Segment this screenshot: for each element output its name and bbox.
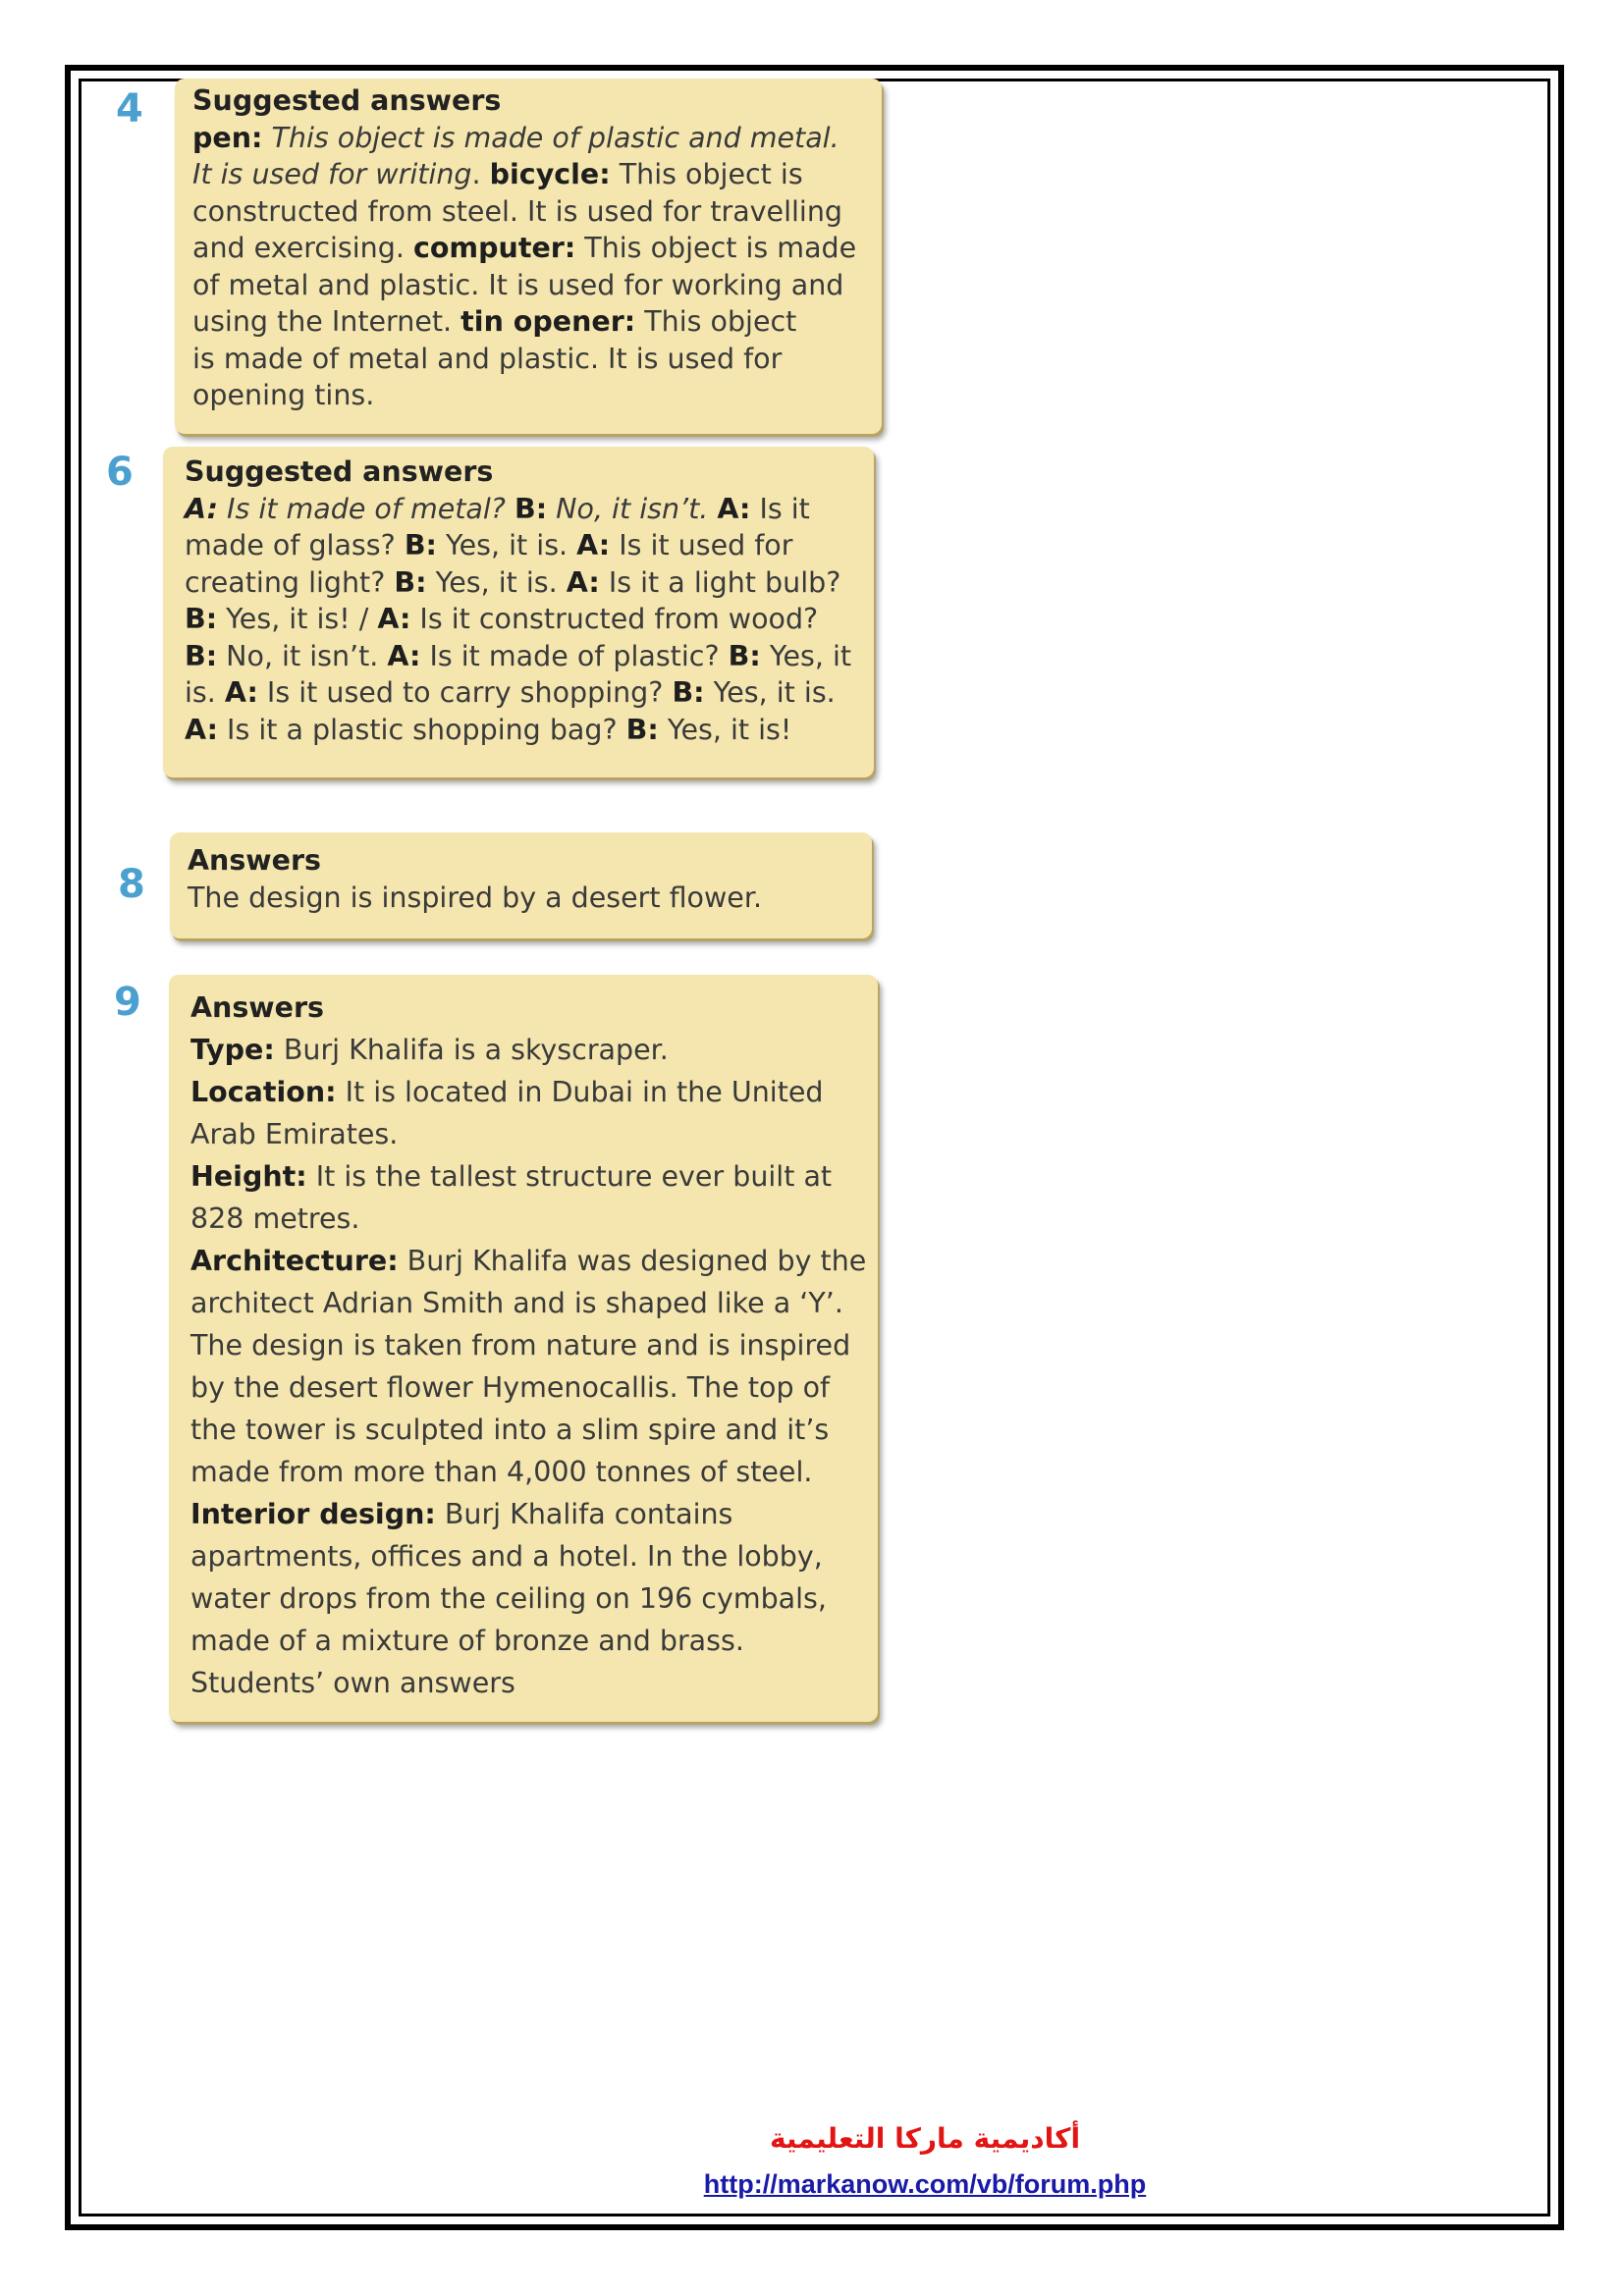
text-run: the tower is sculpted into a slim spire and it’s: [190, 1414, 830, 1446]
text-line: [185, 527, 852, 564]
text-run: Yes, it is.: [704, 676, 836, 709]
exercise-number-9: 9: [114, 980, 141, 1025]
text-run: It is the tallest structure ever built at: [306, 1160, 833, 1193]
text-line: [190, 1366, 856, 1409]
answer-text: [190, 1029, 867, 1704]
text-run: water drops from the ceiling on 196 cymbals,: [190, 1582, 827, 1615]
text-line: [190, 1409, 856, 1451]
emphasis-run: B:: [514, 492, 548, 525]
text-line: [185, 601, 852, 638]
text-run: Students’ own answers: [190, 1667, 515, 1699]
emphasis-run: A:: [717, 492, 751, 525]
emphasis-run: B:: [394, 565, 427, 599]
text-run: Burj Khalifa is a skyscraper.: [274, 1034, 669, 1066]
text-run: Is it used for: [610, 529, 793, 561]
text-line: [190, 1577, 856, 1620]
text-run: 828 metres.: [190, 1202, 360, 1235]
exercise-number-4: 4: [116, 86, 143, 132]
emphasis-run: No, it isn’t.: [547, 492, 718, 525]
answer-text: [185, 491, 852, 749]
emphasis-run: A:: [185, 492, 218, 525]
text-line: [192, 303, 864, 341]
text-run: of metal and plastic. It is used for working and: [192, 268, 844, 301]
text-run: made from more than 4,000 tonnes of steel.: [190, 1456, 813, 1488]
text-line: [190, 1240, 867, 1282]
text-run: Burj Khalifa contains: [435, 1498, 733, 1530]
text-run: apartments, offices and a hotel. In the lobby,: [190, 1540, 823, 1573]
answer-heading: Answers: [188, 844, 321, 877]
text-run: Yes, it is.: [426, 565, 567, 599]
text-line: [190, 1324, 856, 1366]
text-line: [192, 156, 864, 193]
emphasis-run: A:: [566, 565, 600, 599]
text-run: The design is inspired by a desert flower.: [188, 881, 763, 914]
text-run: This object: [635, 305, 797, 338]
footer-academy-name: أكاديمية ماركا التعليمية: [769, 2122, 1081, 2155]
text-run: architect Adrian Smith and is shaped like a ‘Y’.: [190, 1287, 843, 1319]
exercise-number-6: 6: [106, 450, 134, 495]
answer-box-9: [169, 975, 878, 1722]
text-run: Is it a light bulb?: [599, 565, 841, 599]
text-line: [190, 1620, 856, 1662]
text-run: No, it isn’t.: [217, 639, 388, 672]
answer-heading: Answers: [190, 991, 324, 1024]
emphasis-run: B:: [728, 639, 761, 672]
emphasis-run: B:: [625, 713, 659, 746]
emphasis-run: This object is made of plastic and metal.: [262, 121, 839, 154]
text-line: [190, 1029, 856, 1071]
text-run: Is it used to carry shopping?: [257, 676, 673, 709]
text-run: Is it made of plastic?: [420, 639, 729, 672]
emphasis-run: B:: [185, 603, 218, 635]
text-line: [185, 491, 852, 528]
emphasis-run: A:: [224, 676, 258, 709]
text-line: [188, 880, 854, 917]
text-line: [190, 1071, 856, 1113]
footer-forum-link[interactable]: http://markanow.com/vb/forum.php: [703, 2169, 1147, 2199]
exercise-number-8: 8: [118, 862, 145, 907]
text-line: [185, 638, 852, 675]
text-line: [192, 193, 864, 231]
text-line: [192, 230, 864, 267]
emphasis-run: computer:: [412, 232, 576, 264]
emphasis-run: A:: [576, 529, 611, 561]
text-line: [190, 1155, 856, 1198]
text-run: made of a mixture of bronze and brass.: [190, 1625, 744, 1657]
text-run: made of glass?: [185, 529, 405, 561]
text-run: creating light?: [185, 565, 395, 599]
answer-box-6: [163, 447, 874, 777]
emphasis-run: A:: [387, 639, 421, 672]
text-run: It is located in Dubai in the United: [336, 1076, 824, 1108]
text-line: [190, 1493, 856, 1535]
text-line: [190, 1198, 856, 1240]
emphasis-run: Location:: [190, 1076, 337, 1108]
emphasis-run: bicycle:: [489, 158, 611, 190]
text-run: Is it a plastic shopping bag?: [217, 713, 626, 746]
text-run: Is it constructed from wood?: [410, 603, 819, 635]
emphasis-run: A:: [185, 713, 218, 746]
text-line: [190, 1535, 856, 1577]
answer-box-8: [170, 832, 872, 938]
answer-text: [188, 880, 854, 917]
text-line: [185, 712, 852, 749]
emphasis-run: Is it made of metal?: [217, 492, 514, 525]
text-line: [192, 267, 864, 304]
text-line: [190, 1662, 856, 1704]
text-line: [185, 564, 852, 602]
answer-box-4: [175, 79, 882, 434]
text-run: by the desert flower Hymenocallis. The top of: [190, 1371, 831, 1404]
text-run: This object is made: [575, 232, 857, 264]
text-line: [192, 377, 864, 414]
emphasis-run: pen:: [192, 121, 263, 154]
emphasis-run: It is used for writing: [192, 158, 472, 190]
text-run: Yes, it is!: [658, 713, 792, 746]
text-run: Yes, it is! /: [217, 603, 378, 635]
answer-text: [192, 120, 864, 414]
text-line: [192, 120, 864, 157]
text-run: This object is: [610, 158, 803, 190]
text-run: Yes, it: [760, 639, 852, 672]
emphasis-run: Interior design:: [190, 1498, 436, 1530]
text-run: Is it: [750, 492, 810, 525]
text-run: is.: [185, 676, 225, 709]
text-line: [190, 1113, 856, 1155]
text-run: Burj Khalifa was designed by the: [398, 1245, 867, 1277]
text-run: and exercising.: [192, 232, 413, 264]
emphasis-run: B:: [404, 529, 437, 561]
emphasis-run: B:: [672, 676, 705, 709]
emphasis-run: Height:: [190, 1160, 307, 1193]
text-line: [185, 674, 852, 712]
text-line: [190, 1451, 856, 1493]
text-run: The design is taken from nature and is inspired: [190, 1329, 851, 1362]
text-run: Arab Emirates.: [190, 1118, 399, 1150]
emphasis-run: tin opener:: [460, 305, 636, 338]
text-run: is made of metal and plastic. It is used for: [192, 342, 783, 375]
text-run: using the Internet.: [192, 305, 461, 338]
text-line: [192, 341, 864, 378]
text-run: Yes, it is.: [436, 529, 577, 561]
text-run: .: [471, 158, 490, 190]
emphasis-run: A:: [377, 603, 411, 635]
emphasis-run: Type:: [190, 1034, 275, 1066]
emphasis-run: B:: [185, 639, 218, 672]
answer-heading: Suggested answers: [192, 84, 502, 117]
text-line: [190, 1282, 856, 1324]
text-run: constructed from steel. It is used for travelling: [192, 194, 842, 228]
text-run: opening tins.: [192, 379, 375, 411]
emphasis-run: Architecture:: [190, 1245, 399, 1277]
answer-heading: Suggested answers: [185, 455, 494, 488]
